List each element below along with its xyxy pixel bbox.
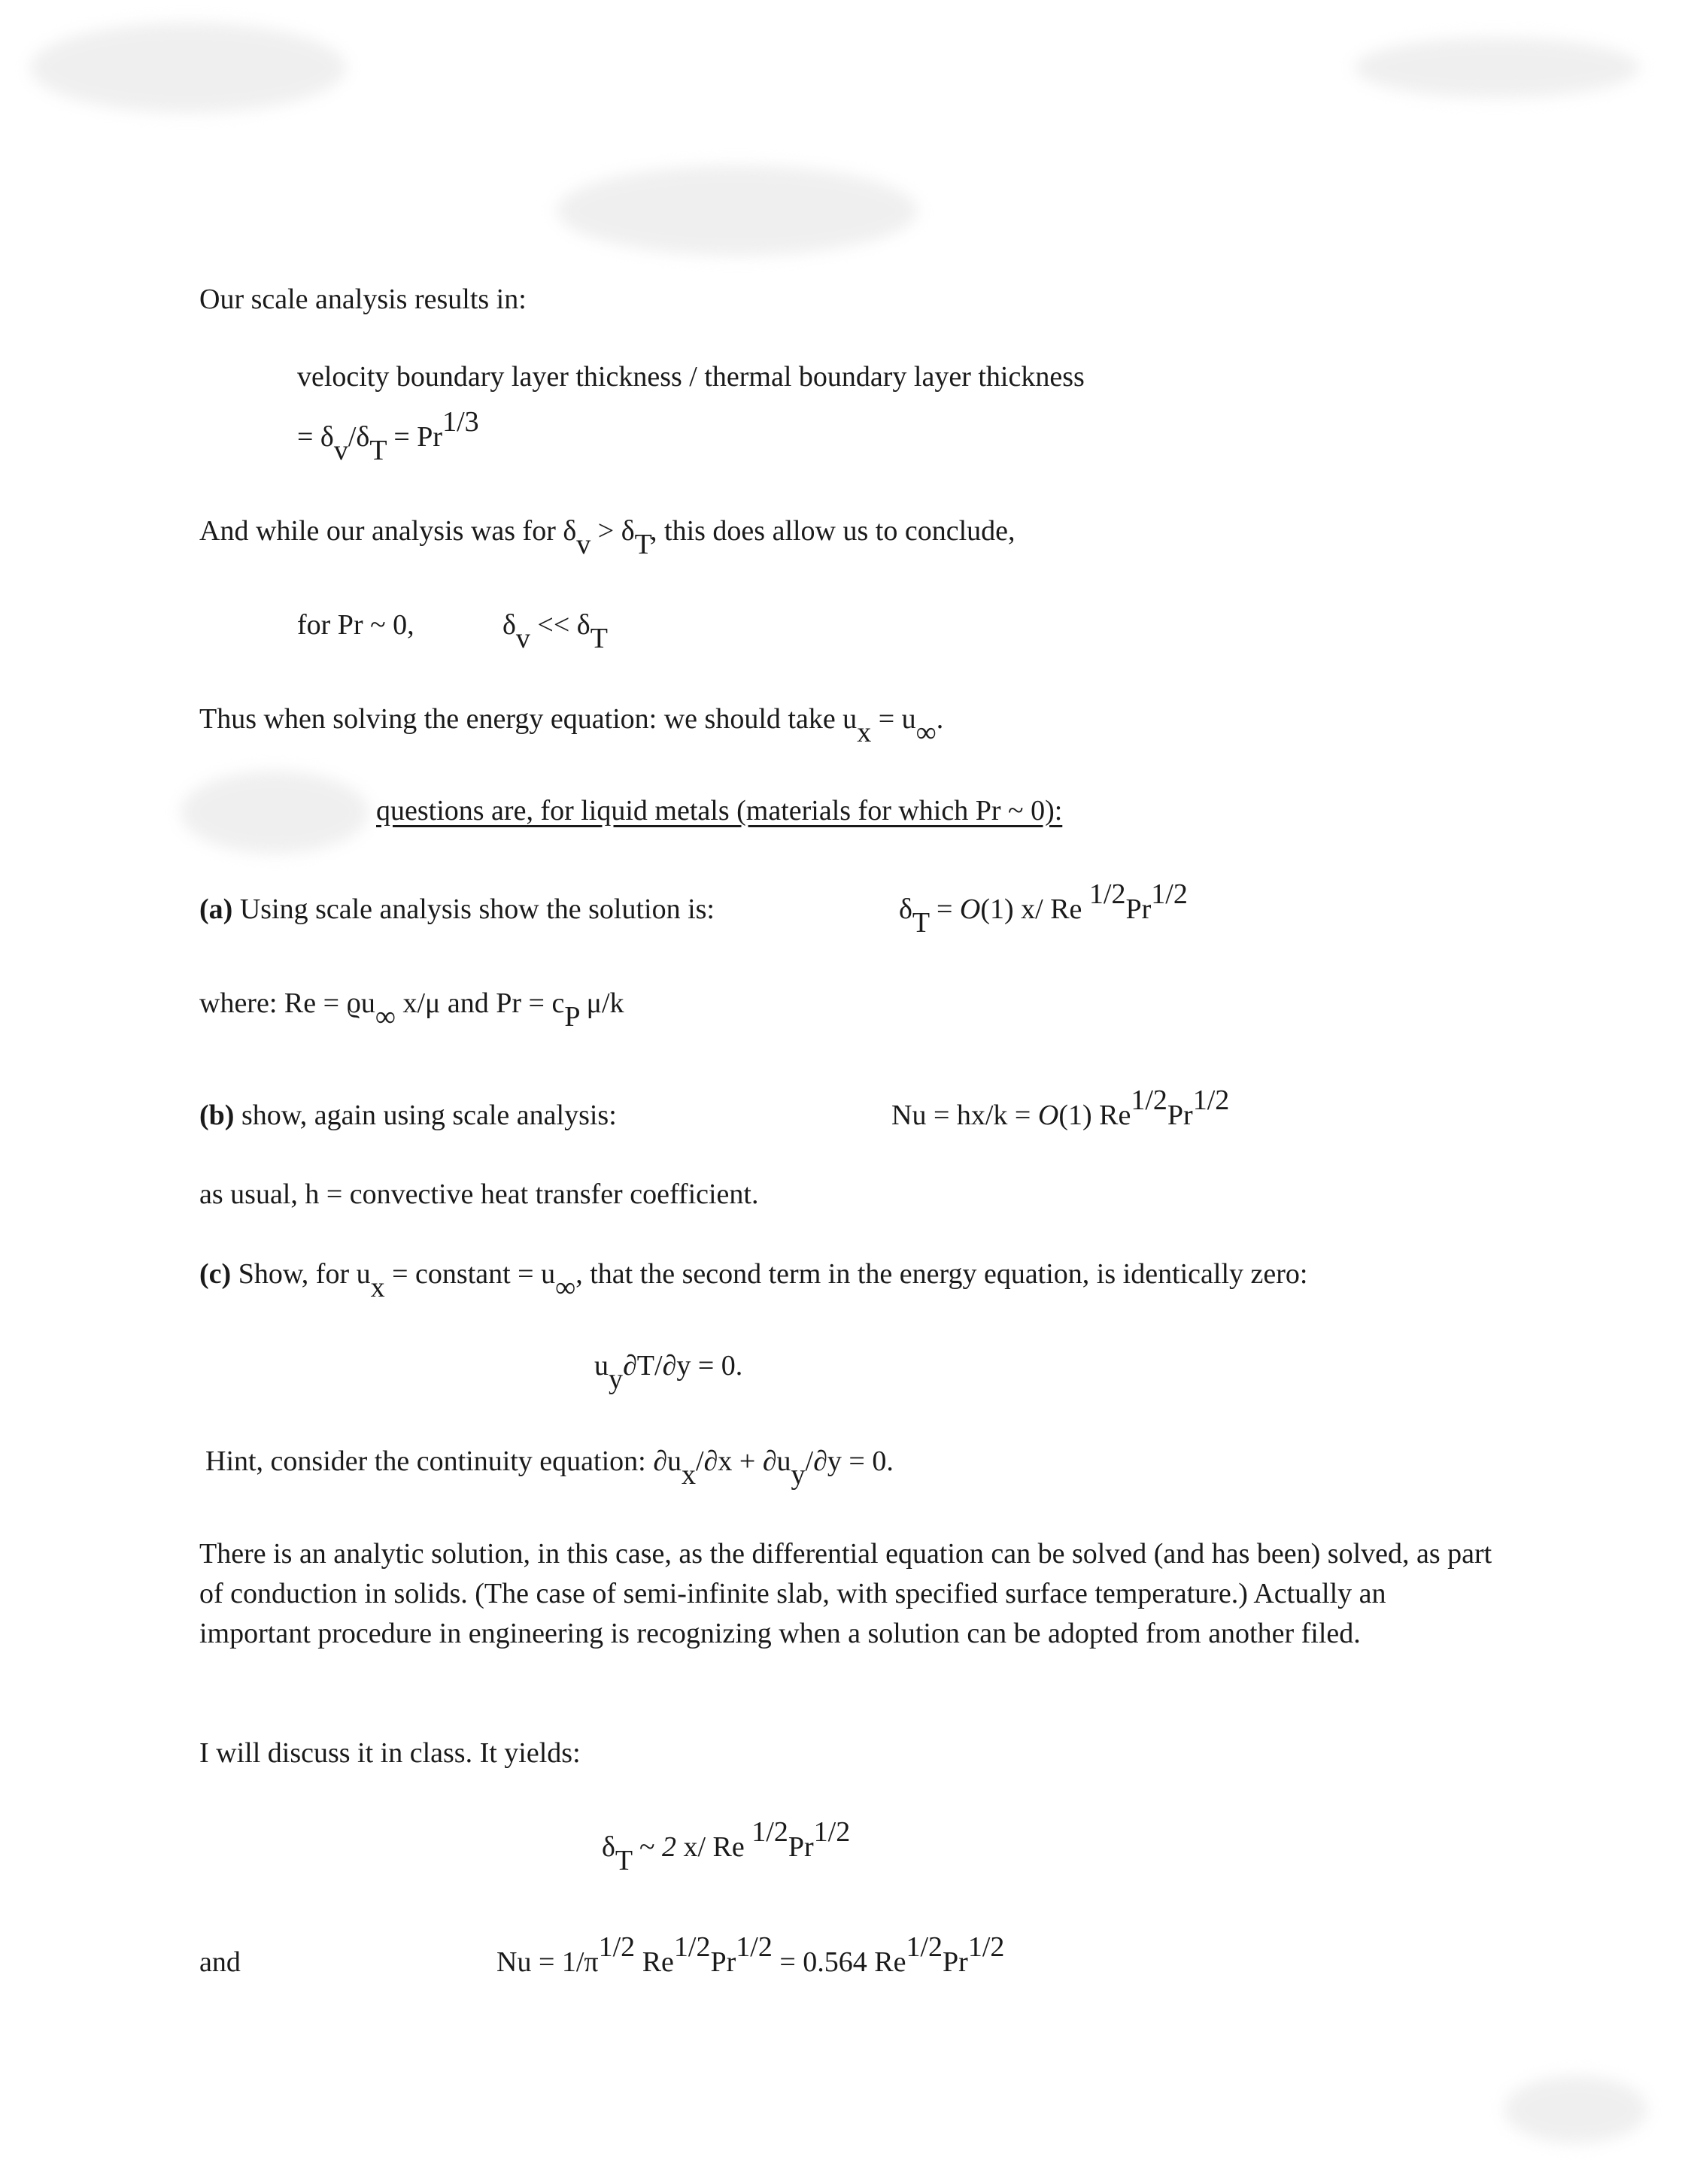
hint-line: Hint, consider the continuity equation: ∂ux/∂x + ∂uy/∂y = 0. bbox=[205, 1445, 894, 1491]
scan-smudge-top-left bbox=[30, 23, 346, 113]
section-heading: questions are, for liquid metals (materials for which Pr ~ 0): bbox=[376, 795, 1063, 827]
result-nu-equation: Nu = 1/π1/2 Re1/2Pr1/2 = 0.564 Re1/2Pr1/2 bbox=[496, 1931, 1005, 1978]
analytic-paragraph: There is an analytic solution, in this case, as the differential equation can be solved (and has been) solved, as part of conduction in solids. (The case of semi-infinite slab, with specified surface temperature.) Actually an important procedure in engineering is recognizing when a solution can be adopted from another filed. bbox=[199, 1538, 1492, 1649]
limit-relation: δv << δT bbox=[502, 609, 608, 654]
analysis-line: And while our analysis was for δv > δT, this does allow us to conclude, bbox=[199, 515, 1016, 560]
scan-smudge-top-center bbox=[557, 165, 918, 256]
scan-smudge-heading bbox=[181, 771, 369, 854]
where-line: where: Re = ϱu∞ x/μ and Pr = cP μ/k bbox=[199, 987, 624, 1033]
result-and-label: and bbox=[199, 1946, 241, 1978]
scan-smudge-bottom-right bbox=[1504, 2076, 1647, 2143]
part-a-equation: δT = O(1) x/ Re 1/2Pr1/2 bbox=[899, 878, 1188, 939]
part-a-text: (a) Using scale analysis show the solution is: bbox=[199, 893, 715, 925]
discuss-line: I will discuss it in class. It yields: bbox=[199, 1737, 581, 1769]
thus-line: Thus when solving the energy equation: we should take ux = u∞. bbox=[199, 703, 944, 748]
part-b-text: (b) show, again using scale analysis: bbox=[199, 1100, 617, 1131]
uy-equation: uy∂T/∂y = 0. bbox=[594, 1350, 743, 1395]
ratio-words: velocity boundary layer thickness / thermal boundary layer thickness bbox=[297, 361, 1085, 393]
scan-smudge-top-right bbox=[1354, 38, 1640, 98]
usual-line: as usual, h = convective heat transfer coefficient. bbox=[199, 1178, 759, 1210]
ratio-equation: = δv/δT = Pr1/3 bbox=[297, 406, 479, 466]
part-b-equation: Nu = hx/k = O(1) Re1/2Pr1/2 bbox=[891, 1084, 1230, 1131]
part-c-text: (c) Show, for ux = constant = u∞, that the second term in the energy equation, is identically zero: bbox=[199, 1258, 1308, 1303]
limit-case: for Pr ~ 0, bbox=[297, 609, 414, 641]
intro-line: Our scale analysis results in: bbox=[199, 284, 527, 315]
result-delta-equation: δT ~ 2 x/ Re 1/2Pr1/2 bbox=[602, 1816, 851, 1876]
